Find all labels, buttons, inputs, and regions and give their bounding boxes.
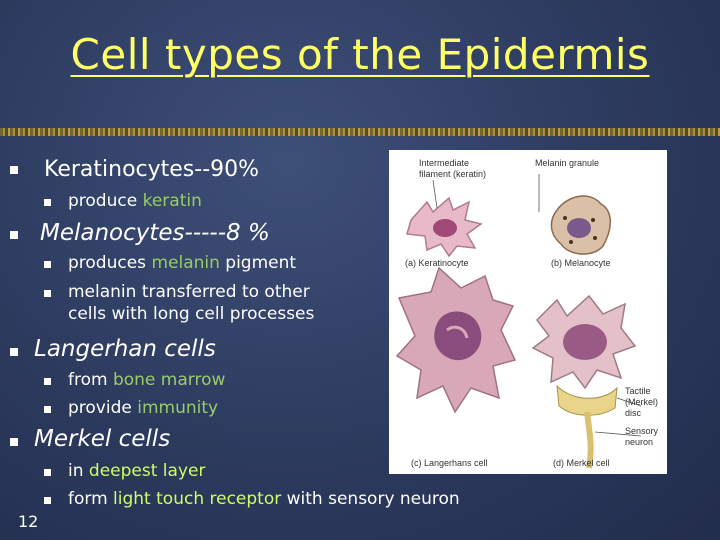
melanocytes-sub-2: melanin transferred to other cells with long cell processes (68, 282, 315, 324)
label-sensory-2: neuron (625, 437, 654, 447)
bullet-marker (10, 348, 18, 356)
bullet-marker (44, 406, 51, 413)
merkel-heading: Merkel cells (34, 426, 171, 452)
decorative-divider (0, 128, 720, 136)
cell-illustration-svg (389, 150, 667, 474)
label-merkel: (d) Merkel cell (553, 458, 610, 468)
melanocyte-illustration (539, 174, 610, 254)
bullet-marker (44, 378, 51, 385)
bullet-marker (44, 290, 51, 297)
keratinocyte-illustration (407, 180, 481, 256)
label-langerhans: (c) Langerhans cell (411, 458, 488, 468)
label-intermediate-filament-2: filament (keratin) (419, 169, 487, 179)
bullet-marker (44, 199, 51, 206)
label-melanin-granule: Melanin granule (535, 158, 600, 168)
langerhan-sub-1: from bone marrow (68, 370, 226, 390)
epidermis-cell-types-figure (389, 150, 667, 474)
bullet-marker (10, 438, 18, 446)
merkel-sub-2: form light touch receptor with sensory neuron (68, 489, 460, 509)
langerhan-heading: Langerhan cells (34, 336, 216, 362)
label-tactile-1: Tactile (625, 386, 651, 396)
label-melanocyte: (b) Melanocyte (551, 258, 611, 268)
bullet-marker (44, 469, 51, 476)
page-number: 12 (18, 512, 39, 531)
slide-title: Cell types of the Epidermis (70, 30, 650, 79)
label-tactile-2: (Merkel) (625, 397, 658, 407)
bullet-marker (44, 497, 51, 504)
langerhan-sub-2: provide immunity (68, 398, 219, 418)
merkel-sub-1: in deepest layer (68, 461, 206, 481)
label-intermediate-filament: Intermediate (419, 158, 470, 168)
bullet-marker (10, 166, 18, 174)
label-keratinocyte: (a) Keratinocyte (405, 258, 469, 268)
label-tactile-3: disc (625, 408, 642, 418)
melanocytes-sub-1: produces melanin pigment (68, 253, 297, 273)
keratinocytes-heading: Keratinocytes--90% (44, 157, 260, 182)
bullet-marker (44, 261, 51, 268)
melanocytes-heading: Melanocytes-----8 % (40, 220, 270, 246)
bullet-marker (10, 231, 18, 239)
keratinocytes-sub-1: produce keratin (68, 191, 202, 211)
label-sensory-1: Sensory (625, 426, 659, 436)
langerhans-cell-illustration (397, 268, 515, 412)
